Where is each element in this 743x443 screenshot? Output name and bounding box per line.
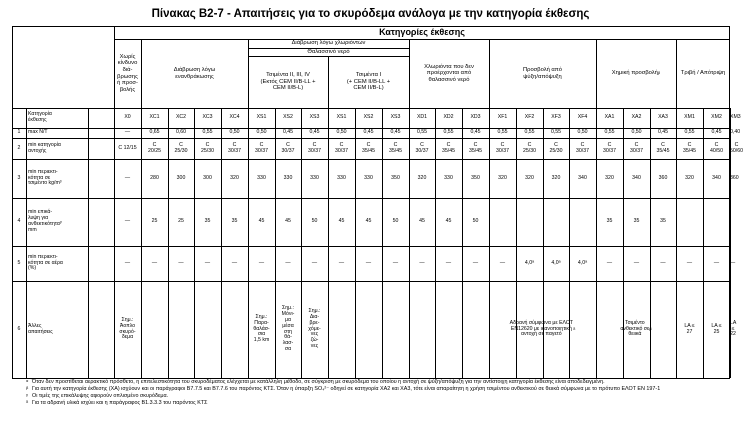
footnote-mark: α: [26, 378, 29, 383]
footnote-c: [26, 393, 726, 400]
table-cell: [543, 198, 569, 246]
table-cell: 0,55: [604, 129, 615, 136]
table-cell: C 50/60: [730, 141, 743, 154]
row-label-text: min περιεκτι- κότητα σε τσιμέντο kg/m³: [28, 168, 62, 187]
table-cell: [141, 281, 168, 378]
table-cell: 45: [419, 218, 425, 225]
table-cell: C 25/30: [523, 141, 536, 154]
table-cell: [328, 281, 355, 378]
table-cell: [703, 198, 730, 246]
table-cell: 320: [525, 174, 534, 181]
freeze-note-sup: δ: [573, 326, 576, 332]
table-cell: 4,0ᵃ: [524, 259, 535, 266]
table-cell: 0,55: [202, 129, 213, 136]
table-cell: 35: [231, 218, 238, 225]
table-cell: 0,45: [711, 129, 722, 136]
table-cell: —: [445, 259, 452, 266]
table-cell: 0,55: [524, 129, 535, 136]
row-label-text: min κατηγορία αντοχής: [28, 141, 61, 154]
footnote-text: Οι τιμές της επικάλυψης αφορούν οπλισμένο σκυρόδεμα.: [32, 393, 169, 400]
row-label: [26, 246, 114, 281]
table-cell: 280: [150, 174, 159, 181]
table-cell: —: [178, 259, 184, 266]
table-cell: C 30/37: [255, 141, 268, 154]
table-cell: —: [231, 259, 238, 266]
row-number: 5: [17, 259, 21, 266]
table-cell: 35: [204, 218, 211, 225]
row-label-text: min περιεκτι- κότητα σε αέρα (%): [28, 253, 63, 272]
exposure-class: XA1: [604, 114, 615, 121]
table-cell: C 20/25: [148, 141, 161, 154]
row-label: [26, 138, 114, 159]
table-cell: 4,0ᵃ: [551, 259, 561, 266]
exposure-class: XS3: [390, 114, 401, 121]
table-cell: 320: [230, 174, 239, 181]
table-cell: 330: [444, 174, 453, 181]
table-cell: 50: [472, 218, 479, 225]
table-cell: C 30/37: [630, 141, 643, 154]
table-cell: —: [660, 259, 666, 266]
table-cell: 25: [178, 218, 184, 225]
table-cell: [489, 198, 516, 246]
table-cell: 0,55: [443, 129, 454, 136]
row-label: [26, 198, 114, 246]
table-cell: —: [633, 259, 640, 266]
table-cell: C 35/45: [656, 141, 670, 154]
header-chemical: [596, 39, 676, 108]
header-non-sea-chlorides: Χλωριόντα που δεν προέρχονται από θαλασσινό νερό: [424, 63, 474, 83]
exposure-class: XD1: [416, 114, 428, 121]
header-carbonation: Διάβρωση λόγω ενανθράκωσης: [173, 66, 216, 80]
table-cell: 300: [203, 174, 212, 181]
table-cell: 0,45: [470, 129, 481, 136]
table-cell: [221, 281, 248, 378]
exposure-class: X0: [124, 114, 131, 121]
table-cell: 350: [471, 174, 480, 181]
table-cell: —: [204, 259, 211, 266]
table-cell: 340: [578, 174, 587, 181]
table-cell: —: [392, 259, 399, 266]
table-cell: 330: [257, 174, 266, 181]
exposure-class: XM3: [730, 114, 741, 121]
exposure-class: XM1: [684, 114, 695, 121]
table-cell: 330: [310, 174, 319, 181]
row-label-class: Κατηγορία έκθεσης: [28, 111, 52, 123]
table-cell: —: [285, 259, 291, 266]
table-cell: 0,55: [416, 129, 428, 136]
table-cell: [435, 281, 462, 378]
footnote-a: [26, 379, 726, 386]
exposure-class: XS1: [336, 114, 347, 121]
chemical-note-text: Τσιμέντο ανθεκτικό σε θειικά: [620, 319, 650, 338]
table-cell: 340: [712, 174, 721, 181]
table-cell: C 35/45: [683, 141, 696, 154]
exposure-class: XA3: [658, 114, 668, 121]
exposure-table: [12, 26, 743, 378]
header-abrasion: Τριβή / Απότριψη: [680, 70, 726, 77]
footnote-mark: β: [26, 385, 29, 391]
table-cell: C 30/37: [335, 141, 348, 154]
exposure-class: XF3: [551, 114, 561, 121]
table-cell: [409, 281, 435, 378]
table-cell: C 35/45: [469, 141, 482, 154]
table-cell: C 30/37: [496, 141, 509, 154]
exposure-class: XF2: [524, 114, 535, 121]
table-cell: C 35/45: [362, 141, 375, 154]
row-number: 4: [17, 218, 21, 225]
header-freeze-thaw: Προσβολή από ψύξη/απόψυξη: [522, 66, 563, 80]
table-cell: C 30/37: [308, 141, 321, 154]
footnote-b: [26, 386, 726, 393]
table-cell: 50: [392, 218, 399, 225]
table-cell: —: [124, 218, 131, 225]
table-cell: 0,50: [229, 129, 240, 136]
footnote-text: Όταν δεν προστίθεται αερακτικό πρόσθετο, η επιτελεστικότητα του σκυροδέματος ελέγχεται με κατάλληλη μέθοδο, σε σύγκριση με σκυρόδεμα του οποίου η αντοχή σε ψύξη/απόψυξη για την αντίστοιχη κατηγορία έκθεσης είναι αποδεδειγμένη.: [32, 379, 605, 385]
table-cell: 330: [283, 174, 293, 181]
table-cell: 320: [417, 174, 427, 181]
table-cell: [462, 281, 489, 378]
table-cell: 0,50: [577, 129, 588, 136]
table-cell: —: [124, 129, 131, 136]
table-cell: 45: [445, 218, 452, 225]
table-cell: 350: [391, 174, 400, 181]
table-cell: Σημ.: Άοπλο σκυρό- δεμα: [119, 316, 136, 341]
table-cell: [569, 198, 596, 246]
table-cell: Σημ.: Παρα- θαλάσ- σια 1,5 km: [253, 313, 270, 344]
table-cell: 35: [633, 218, 640, 225]
table-cell: —: [311, 259, 318, 266]
exposure-class: XC2: [175, 114, 187, 121]
table-cell: —: [124, 174, 131, 181]
table-cell: 0,45: [657, 129, 669, 136]
table-cell: 25: [151, 218, 158, 225]
table-cell: 4,0ᵃ: [577, 259, 588, 266]
table-cell: 0,45: [309, 129, 320, 136]
table-cell: 330: [364, 174, 373, 181]
row-label: [26, 281, 114, 378]
table-cell: C 35/45: [442, 141, 455, 154]
exposure-class: XF4: [577, 114, 588, 121]
footnote-mark: δ: [26, 399, 29, 405]
row-label-text: min επικά- λυψη για ανθεκτικότητα mm: [28, 209, 60, 233]
footnote-d: [26, 400, 726, 407]
table-cell: C 35/45: [389, 141, 402, 154]
header-chemical-label: Χημική προσβολή: [611, 70, 658, 77]
table-cell: —: [151, 259, 158, 266]
table-cell: —: [338, 259, 345, 266]
footnote-mark: γ: [26, 392, 28, 398]
table-cell: 360: [658, 174, 668, 181]
exposure-class: XC3: [202, 114, 213, 121]
table-cell: —: [472, 259, 479, 266]
page-title: Πίνακας Β2-7 - Απαιτήσεις για το σκυρόδεμα ανάλογα με την κατηγορία έκθεσης: [151, 8, 590, 20]
header-chemical-sup: β: [657, 70, 661, 76]
table-cell: [676, 198, 703, 246]
table-cell: —: [686, 259, 693, 266]
table-cell: 0,50: [631, 129, 642, 136]
table-cell: 360: [730, 174, 739, 181]
table-cell: 0,55: [497, 129, 508, 136]
table-cell: C 30/37: [281, 141, 295, 154]
table-cell: —: [713, 259, 720, 266]
table-cell: 0,50: [336, 129, 347, 136]
header-zone-cements-1: Τσιμέντα Ι (+ CEM ΙΙ/Β-LL + CEM ΙΙ/Β-L): [346, 72, 391, 92]
row-label: [26, 159, 114, 198]
table-cell: [382, 281, 409, 378]
footnote-text: Για αυτή την κατηγορία έκθεσης (ΧΑ) ισχύουν και οι παράγραφοι Β7.7.5 και Β7.7.6 του παρόντος ΚΤΣ. Όταν η ύπαρξη SO₄²⁻ οδηγεί σε κατηγορία ΧΑ2 και ΧΑ3, τότε είναι απαραίτητη η χρήση τσιμέντου ανθεκτικού σε θειικά σύμφωνα με το πρότυπο ΕΛΟΤ ΕΝ 197-1: [32, 386, 661, 393]
header-no-risk: Χωρίς κίνδυνο διά- βρωσης ή προσ- βολής: [117, 53, 138, 93]
exposure-class: XD2: [443, 114, 454, 121]
table-cell: 45: [338, 218, 345, 225]
table-cell: —: [730, 259, 736, 266]
table-cell: 0,65: [149, 129, 160, 136]
table-cell: [194, 281, 221, 378]
table-cell: —: [419, 259, 425, 266]
footnotes: [26, 379, 726, 407]
table-cell: Σημ.: Μόνι- μα μέσα στη θά- λασ- σα: [281, 304, 295, 353]
header-chloride: Διάβρωση λόγω χλωριόντων: [291, 40, 366, 47]
table-cell: 0,40: [730, 129, 741, 136]
table-cell: [516, 198, 543, 246]
exposure-class: XS2: [283, 114, 293, 121]
footnote-text: Για τα αδρανή υλικά ισχύει και η παράγραφος Β1.3.3.3 του παρόντος ΚΤΣ: [32, 400, 208, 407]
table-cell: 300: [176, 174, 186, 181]
table-cell: C 30/37: [228, 141, 241, 154]
table-cell: C 30/37: [603, 141, 616, 154]
header-zone-cements-2-4: Τσιμέντα ΙΙ, ΙΙΙ, ΙV (Εκτός CEM ΙΙ/Β-LL + CEM ΙΙ/Β-L): [260, 72, 316, 92]
chemical-note-sup: β: [649, 326, 652, 332]
exposure-class: XS1: [256, 114, 267, 121]
table-cell: 50: [311, 218, 318, 225]
table-cell: 320: [551, 174, 561, 181]
table-cell: 0,60: [175, 129, 187, 136]
exposure-class: XS2: [363, 114, 374, 121]
table-cell: —: [258, 259, 265, 266]
table-cell: 320: [605, 174, 614, 181]
table-cell: 0,45: [282, 129, 294, 136]
table-cell: 45: [365, 218, 372, 225]
table-cell: 35: [606, 218, 613, 225]
freeze-note: [489, 281, 596, 378]
row-label-sup: γ: [59, 218, 62, 224]
table-cell: [355, 281, 382, 378]
table-cell: C 12/15: [118, 144, 137, 151]
row-number: 6: [17, 325, 21, 332]
table-cell: [168, 281, 194, 378]
table-cell: C 30/37: [415, 141, 429, 154]
table-cell: 320: [685, 174, 694, 181]
table-cell: LA ≤ 25: [711, 322, 722, 335]
table-cell: 340: [632, 174, 641, 181]
table-cell: —: [365, 259, 372, 266]
table-cell: 0,45: [363, 129, 374, 136]
table-cell: 0,50: [256, 129, 267, 136]
table-cell: LA ≤ 27: [684, 322, 695, 335]
table-cell: 35: [660, 218, 666, 225]
row-label: [26, 128, 114, 138]
table-cell: 0,55: [550, 129, 562, 136]
exposure-class: XM2: [711, 114, 722, 121]
table-cell: C 25/30: [174, 141, 188, 154]
table-cell: 320: [498, 174, 507, 181]
header-seawater: Θαλασσινό νερό: [307, 48, 350, 55]
exposure-class: XF1: [497, 114, 508, 121]
exposure-class: XC4: [229, 114, 240, 121]
table-cell: C 25/30: [549, 141, 563, 154]
table-cell: 45: [285, 218, 291, 225]
table-cell: 330: [337, 174, 346, 181]
row-label-text: Άλλες απαιτήσεις: [28, 322, 53, 335]
exposure-class: XA2: [631, 114, 642, 121]
table-cell: Σημ.: Δια- βρε- χόμε- νες ζώ- νες: [308, 307, 321, 350]
freeze-note-text: Αδρανή σύμφωνα με ΕΛΟΤ EN12620 με ικανοποιητική αντοχή σε παγετό: [509, 319, 574, 338]
table-cell: —: [606, 259, 613, 266]
exposure-class: XC1: [149, 114, 160, 121]
table-cell: 0,45: [390, 129, 401, 136]
table-main-header: Κατηγορίες έκθεσης: [379, 27, 465, 38]
table-cell: C 30/37: [576, 141, 589, 154]
chemical-note: [596, 281, 676, 378]
table-cell: C 25/30: [201, 141, 214, 154]
row-label-text: max Ν/Τ: [28, 129, 48, 136]
row-number: 3: [17, 174, 21, 181]
table-cell: —: [499, 259, 506, 266]
exposure-class: XS3: [309, 114, 320, 121]
table-cell: LA ≤ 22: [730, 319, 737, 338]
row-number: 1: [17, 129, 21, 136]
table-cell: 45: [258, 218, 265, 225]
table-cell: —: [124, 259, 131, 266]
table-cell: C 40/50: [710, 141, 723, 154]
table-cell: 0,55: [684, 129, 695, 136]
exposure-class: XD3: [470, 114, 481, 121]
row-number: 2: [17, 144, 21, 151]
